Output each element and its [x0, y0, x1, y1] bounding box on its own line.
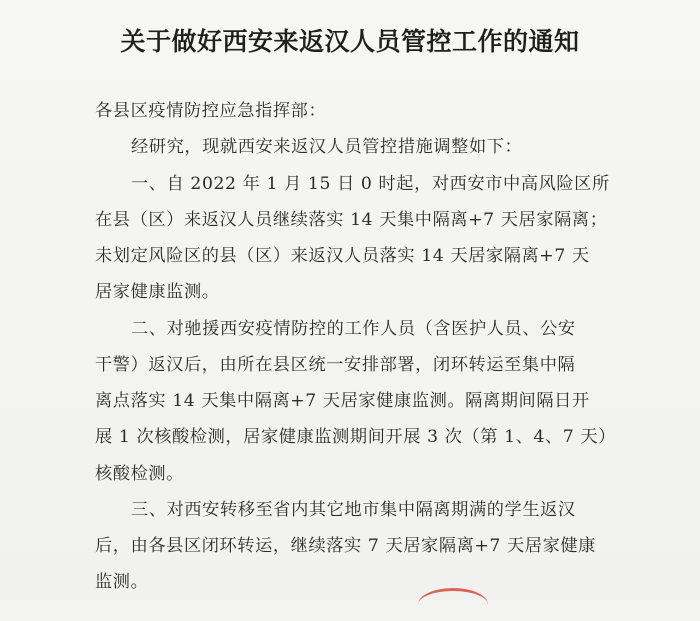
official-seal-edge — [418, 588, 488, 621]
section-2-line-2: 干警）返汉后，由所在县区统一安排部署，闭环转运至集中隔 — [95, 355, 576, 375]
section-3-line-3: 监测。 — [95, 572, 149, 592]
section-1-line-3: 未划定风险区的县（区）来返汉人员落实 14 天居家隔离+7 天 — [95, 246, 590, 266]
salutation: 各县区疫情防控应急指挥部： — [95, 101, 327, 121]
section-3-line-1: 三、对西安转移至省内其它地市集中隔离期满的学生返汉 — [131, 500, 576, 520]
section-2-line-1: 二、对驰援西安疫情防控的工作人员（含医护人员、公安 — [131, 319, 576, 339]
section-2-line-3: 离点落实 14 天集中隔离+7 天居家健康监测。隔离期间隔日开 — [95, 391, 590, 411]
section-1-line-4: 居家健康监测。 — [95, 282, 220, 302]
section-2-line-5: 核酸检测。 — [95, 464, 184, 484]
section-1-line-2: 在县（区）来返汉人员继续落实 14 天集中隔离+7 天居家隔离； — [95, 210, 608, 230]
section-2-line-4: 展 1 次核酸检测，居家健康监测期间开展 3 次（第 1、4、7 天） — [95, 427, 616, 447]
section-1-line-1: 一、自 2022 年 1 月 15 日 0 时起，对西安市中高风险区所 — [131, 174, 610, 194]
document-title: 关于做好西安来返汉人员管控工作的通知 — [120, 27, 580, 56]
intro-paragraph: 经研究，现就西安来返汉人员管控措施调整如下： — [131, 137, 523, 157]
section-3-line-2: 后，由各县区闭环转运，继续落实 7 天居家隔离+7 天居家健康 — [95, 536, 596, 556]
